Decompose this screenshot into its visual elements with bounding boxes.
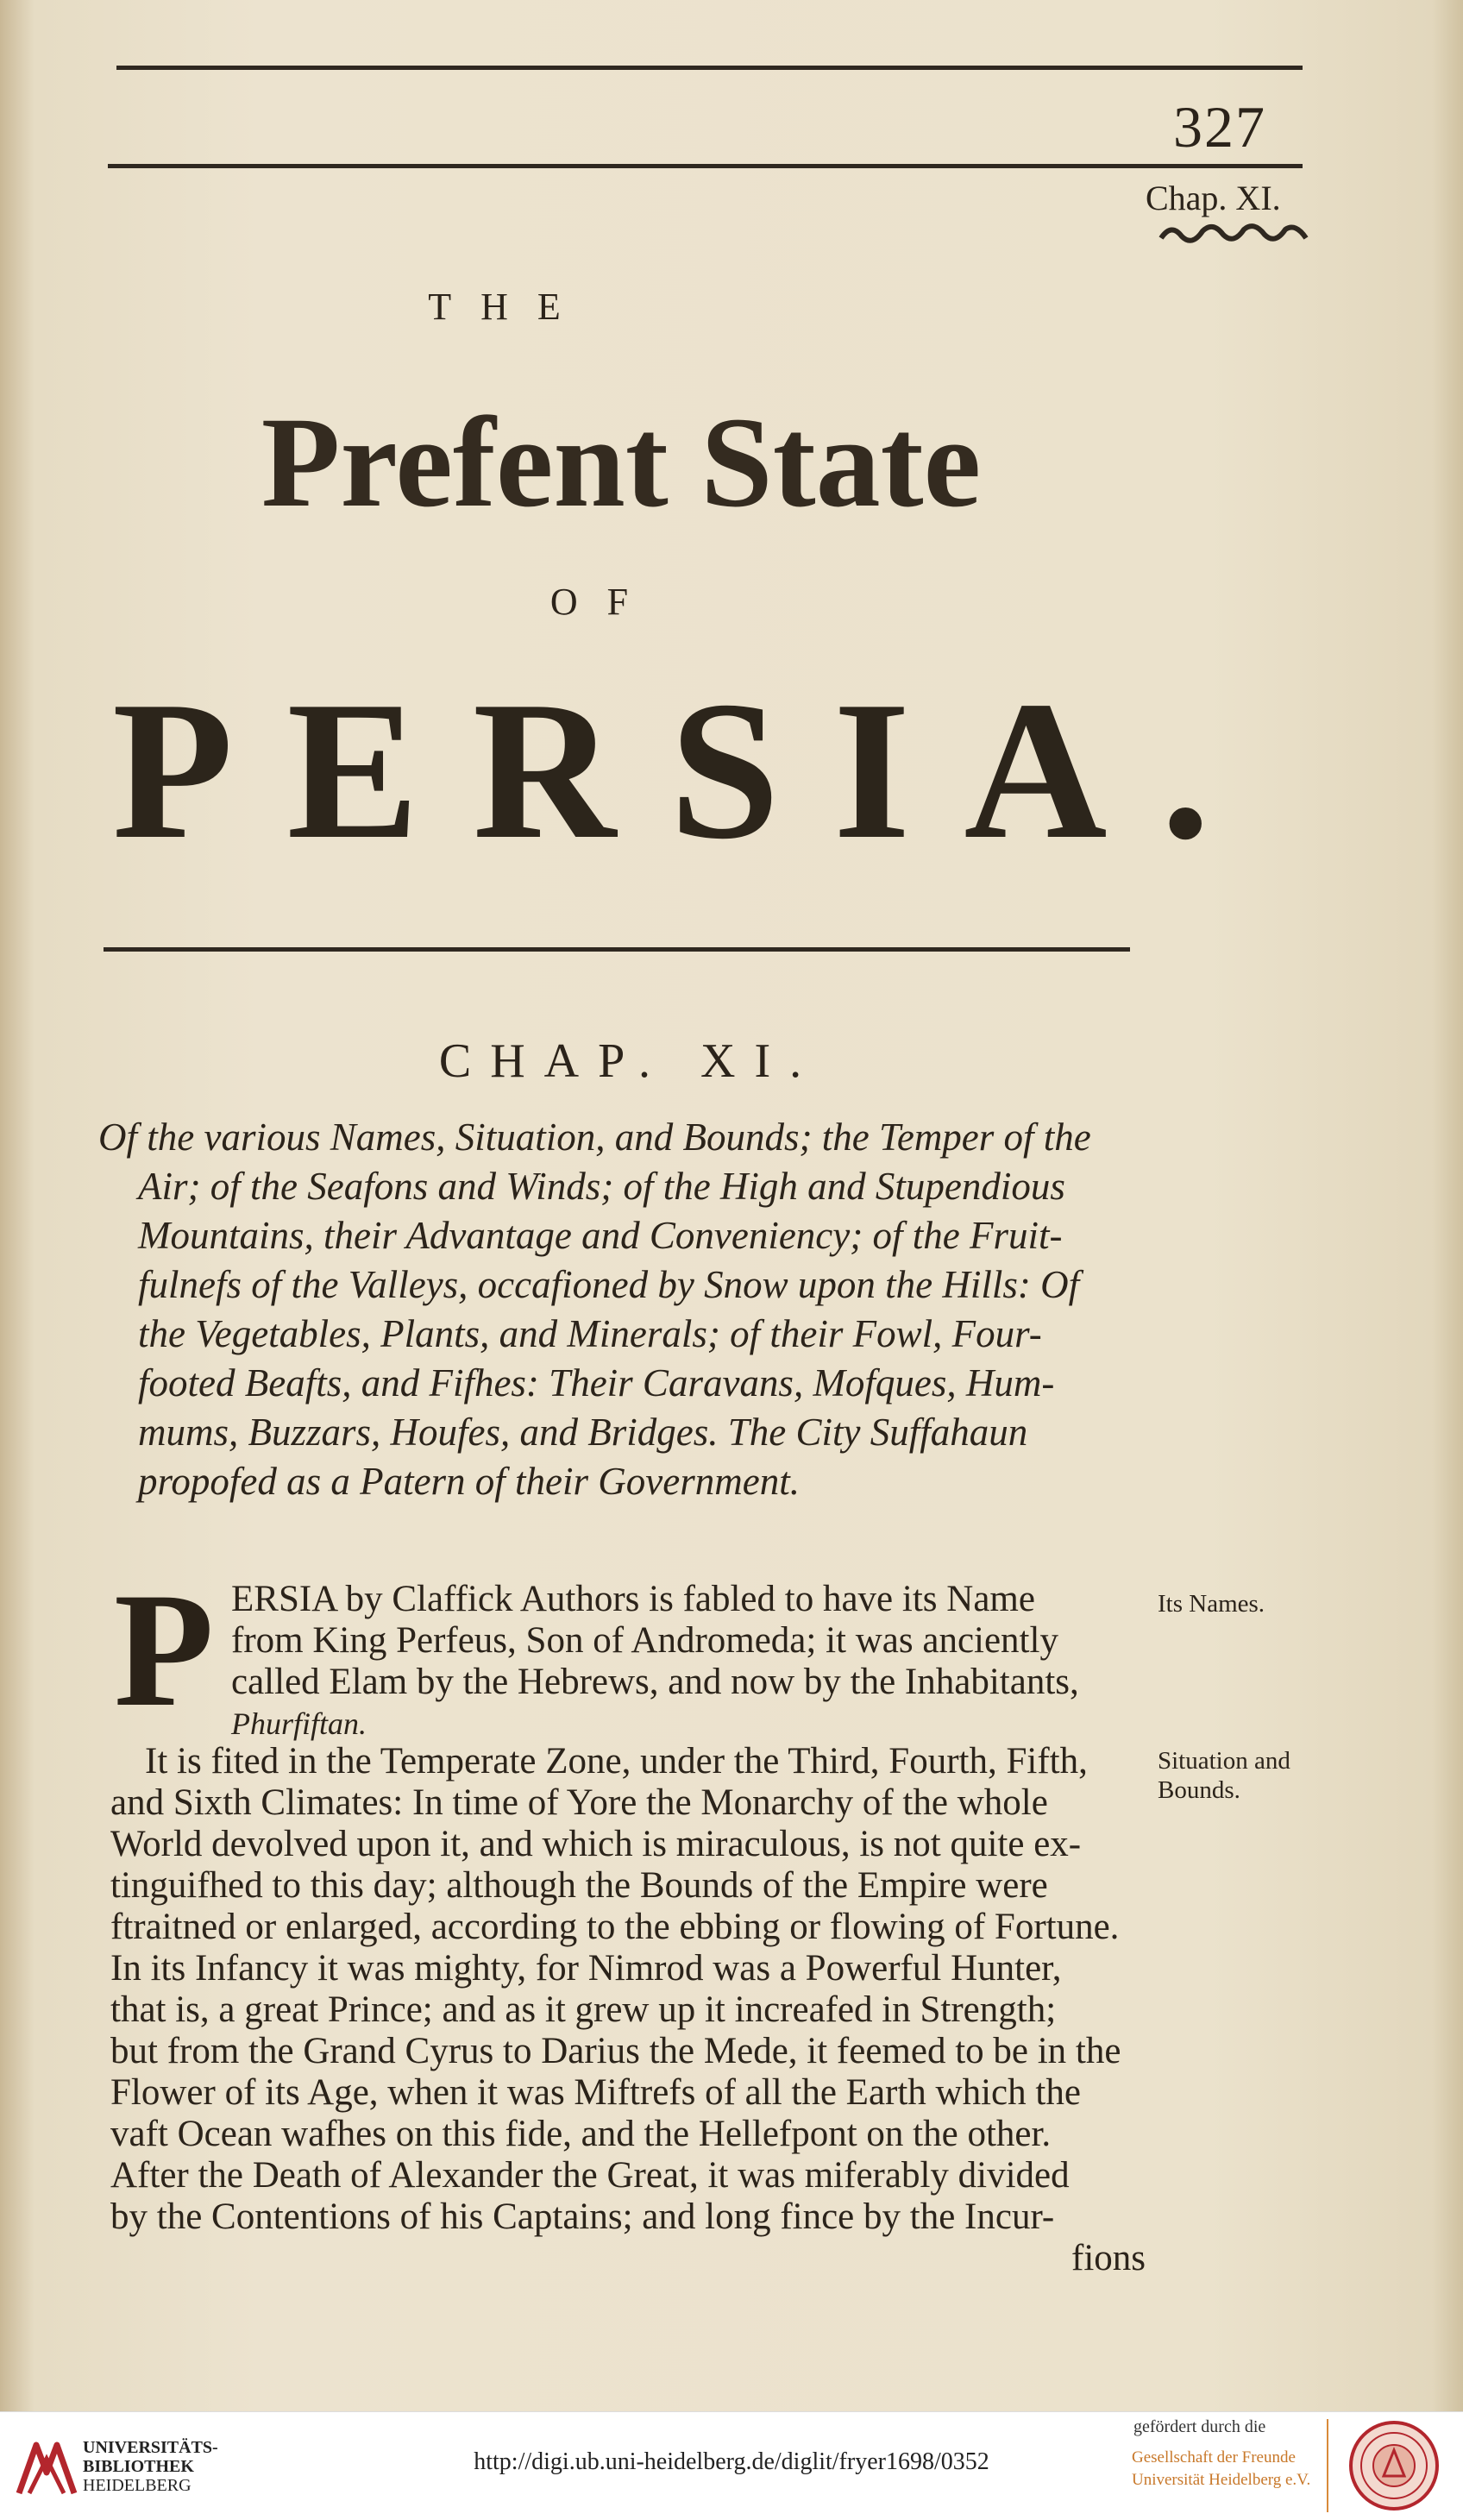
body-line: ftraitned or enlarged, according to the ebbing or flowing of Fortune. <box>110 1907 1120 1947</box>
page-number: 327 <box>1173 94 1266 160</box>
university-seal-icon[interactable] <box>1347 2419 1441 2512</box>
summary-line: Of the various Names, Situation, and Bounds; the Temper of the <box>98 1115 1091 1159</box>
ornament-flourish-icon <box>1156 217 1311 248</box>
margin-note-situation <box>1158 1746 1290 1805</box>
summary-line: fulnefs of the Valleys, occafioned by Snow upon the Hills: Of <box>138 1263 1080 1306</box>
main-title: Prefent State <box>261 391 982 534</box>
body-line: but from the Grand Cyrus to Darius the Mede, it feemed to be in the <box>110 2031 1121 2071</box>
country-title: PERSIA. <box>112 660 1265 880</box>
second-rule <box>108 164 1303 168</box>
library-name-line: BIBLIOTHEK <box>83 2457 194 2476</box>
body-line: called Elam by the Hebrews, and now by the Inhabitants, <box>231 1662 1079 1702</box>
body-line: After the Death of Alexander the Great, it was miferably divided <box>110 2155 1070 2196</box>
chapter-heading: CHAP. XI. <box>438 1034 821 1088</box>
body-line: by the Contentions of his Captains; and long fince by the Incur- <box>110 2196 1055 2237</box>
body-line: World devolved upon it, and which is miraculous, is not quite ex- <box>110 1824 1082 1864</box>
sponsor-name[interactable] <box>1132 2447 1310 2492</box>
chapter-tag: Chap. XI. <box>1146 179 1281 217</box>
summary-line: Air; of the Seafons and Winds; of the High and Stupendious <box>138 1165 1065 1208</box>
body-line: ERSIA by Claffick Authors is fabled to have its Name <box>231 1579 1035 1619</box>
footer-divider <box>1327 2419 1328 2512</box>
top-rule <box>116 66 1303 70</box>
summary-line: propofed as a Patern of their Government. <box>138 1460 800 1503</box>
body-line: vaft Ocean wafhes on this fide, and the Hellefpont on the other. <box>110 2114 1052 2154</box>
sponsor-label: gefördert durch die <box>1133 2417 1266 2436</box>
body-line: In its Infancy it was mighty, for Nimrod was a Powerful Hunter, <box>110 1948 1062 1989</box>
sponsor-line: Universität Heidelberg e.V. <box>1132 2471 1311 2489</box>
body-line: Flower of its Age, when it was Miftrefs of all the Earth which the <box>110 2072 1081 2113</box>
summary-line: the Vegetables, Plants, and Minerals; of their Fowl, Four- <box>138 1312 1042 1355</box>
margin-note-line: Situation and <box>1158 1747 1290 1775</box>
drop-cap: P <box>114 1560 215 1741</box>
title-of: OF <box>549 581 658 623</box>
paragraph-2 <box>110 1741 1146 2279</box>
sponsor-line: Gesellschaft der Freunde <box>1132 2448 1296 2467</box>
paragraph-1 <box>110 1579 1146 1744</box>
library-name-line: HEIDELBERG <box>83 2476 192 2495</box>
margin-note-names: Its Names. <box>1158 1590 1265 1618</box>
title-rule <box>104 947 1130 952</box>
summary-line: footed Beafts, and Fifhes: Their Caravans, Mofques, Hum- <box>138 1361 1055 1405</box>
body-line: from King Perfeus, Son of Andromeda; it was anciently <box>231 1620 1058 1661</box>
title-the: THE <box>428 286 590 328</box>
summary-line: mums, Buzzars, Houfes, and Bridges. The City Suffahaun <box>138 1411 1028 1454</box>
chapter-summary <box>98 1113 1147 1506</box>
library-name-line: UNIVERSITÄTS- <box>83 2438 218 2457</box>
permalink-url[interactable]: http://digi.ub.uni-heidelberg.de/diglit/fryer1698/0352 <box>474 2448 989 2475</box>
body-line: and Sixth Climates: In time of Yore the Monarchy of the whole <box>110 1782 1048 1823</box>
body-line: Phurfiftan. <box>231 1706 367 1741</box>
catchword: fions <box>1071 2238 1146 2278</box>
body-line: tinguifhed to this day; although the Bounds of the Empire were <box>110 1865 1048 1906</box>
body-line: It is fited in the Temperate Zone, under the Third, Fourth, Fifth, <box>145 1741 1088 1782</box>
summary-line: Mountains, their Advantage and Conveniency; of the Fruit- <box>138 1214 1063 1257</box>
body-line: that is, a great Prince; and as it grew up it increafed in Strength; <box>110 1989 1057 2030</box>
margin-note-line: Bounds. <box>1158 1776 1240 1804</box>
